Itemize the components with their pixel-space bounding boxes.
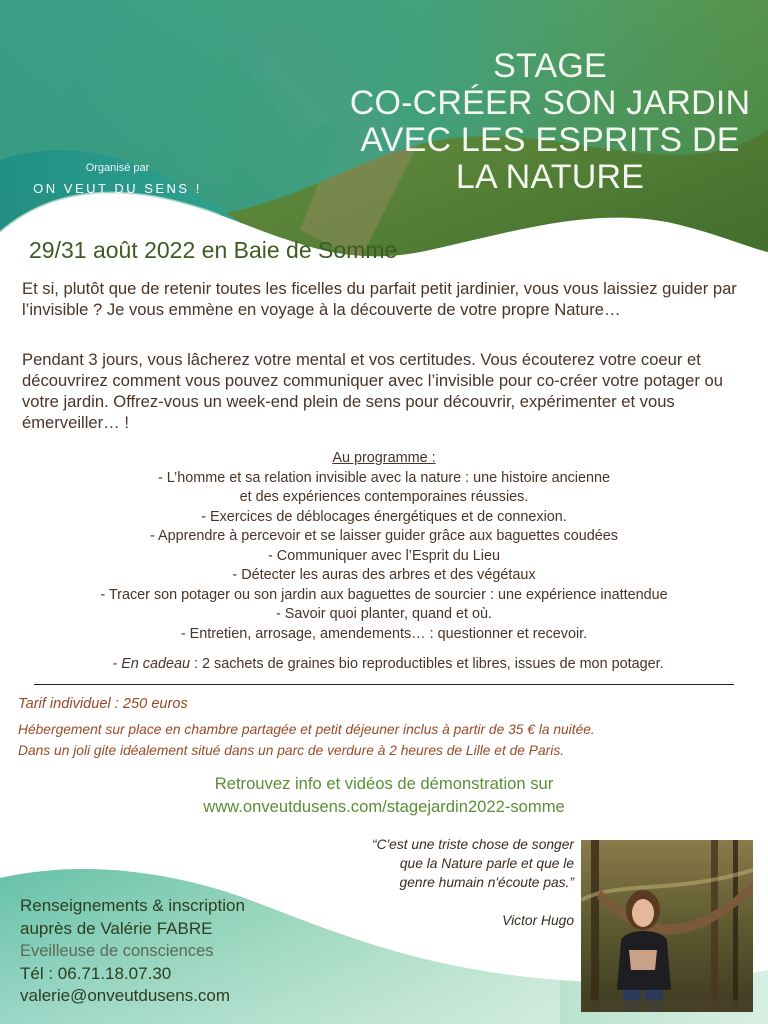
gift-text: : 2 sachets de graines bio reproductibles et libres, issues de mon potager. (190, 656, 664, 672)
title-line: LA NATURE (455, 158, 645, 196)
program-item: et des expériences contemporaines réussies. (239, 489, 529, 505)
program-item: - Apprendre à percevoir et se laisser guider grâce aux baguettes coudées (150, 528, 618, 544)
section-divider (34, 684, 734, 685)
title-line: CO-CRÉER SON JARDIN (349, 84, 751, 122)
quote-block (276, 835, 574, 892)
contact-person: auprès de Valérie FABRE (20, 918, 213, 938)
gift-line (18, 656, 758, 672)
lodging-line: Hébergement sur place en chambre partagée et petit déjeuner inclus à partir de 35 € la nuitée. (18, 722, 595, 737)
program-item: - Communiquer avec l’Esprit du Lieu (268, 547, 500, 564)
quote-line: que la Nature parle et que le (399, 856, 574, 871)
event-date-location: 29/31 août 2022 en Baie de Somme (29, 237, 398, 263)
stage-title (345, 48, 755, 196)
organizer-block (30, 162, 205, 196)
contact-phone[interactable]: Tél : 06.71.18.07.30 (20, 963, 172, 983)
intro-paragraph: Pendant 3 jours, vous lâcherez votre mental et vos certitudes. Vous écouterez votre coeur et découvrirez comment vous pouvez communiquer avec l’invisible pour co-créer votre potager ou votre jardin. Offrez-vous un week-end plein de sens pour découvrir, expérimenter et vous émerveiller… ! (22, 350, 723, 432)
program-item: - Détecter les auras des arbres et des végétaux (232, 567, 536, 583)
quote-author: Victor Hugo (502, 913, 574, 928)
website-link[interactable]: www.onveutdusens.com/stagejardin2022-somme (203, 797, 565, 816)
quote-line: genre humain n'écoute pas.” (399, 875, 574, 890)
price-line: Tarif individuel : 250 euros (18, 696, 188, 712)
program-item: - Entretien, arrosage, amendements… : questionner et recevoir. (180, 625, 588, 642)
organizer-label: Organisé par (85, 162, 150, 174)
gift-label: - En cadeau (112, 656, 191, 672)
info-text: Retrouvez info et vidéos de démonstration sur (214, 774, 554, 793)
program-item: - Tracer son potager ou son jardin aux baguettes de sourcier : une expérience inattendue (100, 586, 668, 603)
program-section (8, 449, 760, 644)
lodging-line: Dans un joli gite idéalement situé dans un parc de verdure à 2 heures de Lille et de Paris. (18, 743, 565, 758)
contact-email[interactable]: valerie@onveutdusens.com (20, 986, 231, 1005)
program-item: - Exercices de déblocages énergétiques et de connexion. (201, 508, 567, 525)
organizer-photo (581, 840, 753, 1012)
title-line: STAGE (493, 47, 607, 85)
contact-role: Eveilleuse de consciences (20, 942, 214, 960)
intro-paragraph: Et si, plutôt que de retenir toutes les ficelles du parfait petit jardinier, vous vous laissiez guider par l’invisible ? Je vous emmène en voyage à la découverte de votre propre Nature… (22, 279, 737, 319)
quote-line: “C'est une triste chose de songer (371, 837, 574, 852)
program-item: - L’homme et sa relation invisible avec la nature : une histoire ancienne (158, 469, 610, 486)
contact-info-heading: Renseignements & inscription (20, 896, 245, 915)
organizer-name: ON VEUT DU SENS ! (33, 181, 202, 196)
contact-block (20, 895, 245, 1008)
title-line: AVEC LES ESPRITS DE (360, 121, 740, 159)
program-title: Au programme : (332, 450, 436, 466)
program-item: - Savoir quoi planter, quand et où. (275, 606, 492, 622)
